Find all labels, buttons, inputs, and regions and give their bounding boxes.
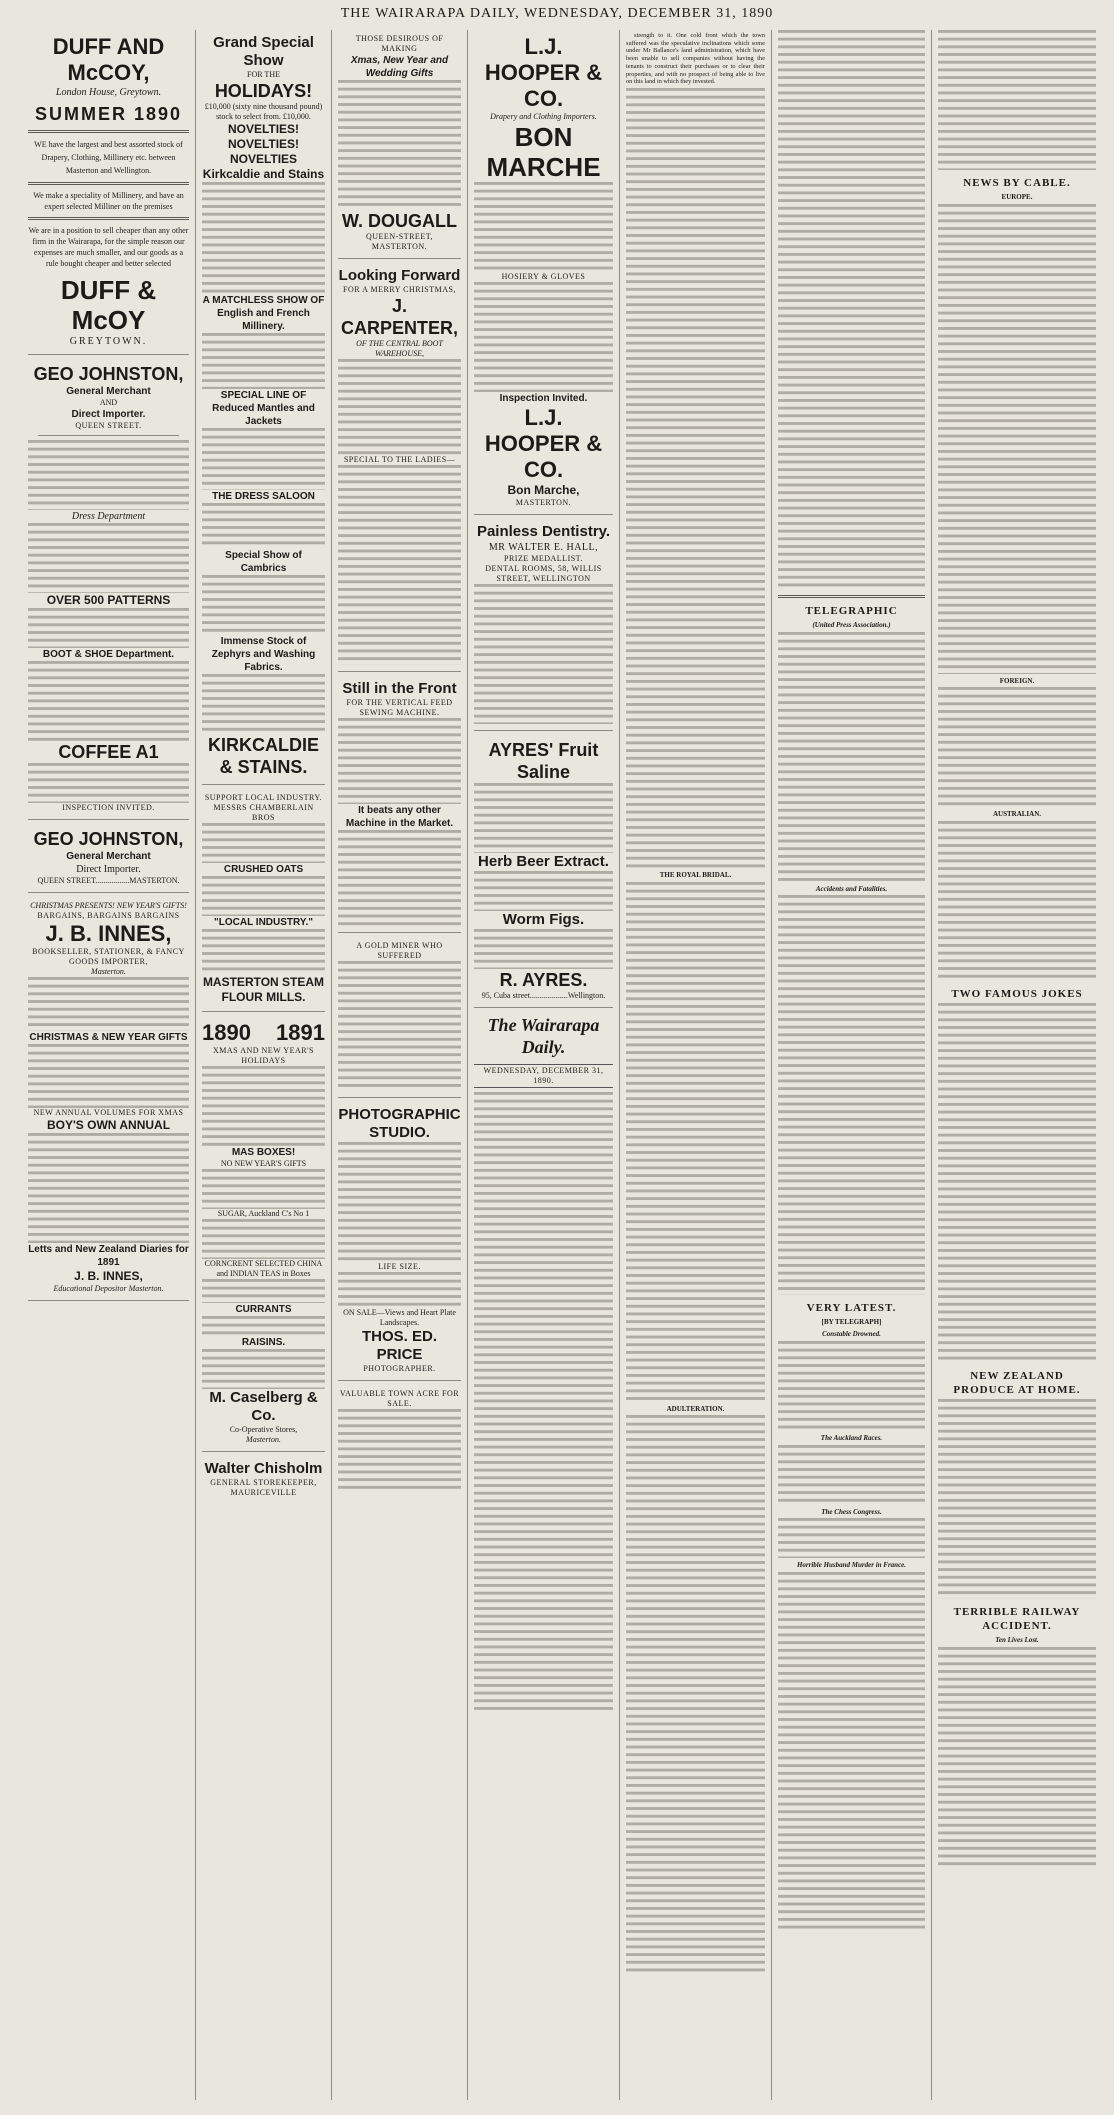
chamberlain-text-2 (202, 876, 325, 916)
kirk-text-3 (202, 428, 325, 490)
chamberlain-text-3 (202, 929, 325, 975)
geo-and: AND (99, 398, 118, 407)
geo2-street: QUEEN STREET.................MASTERTON. (37, 876, 180, 885)
col6-text-2 (778, 632, 925, 882)
ayres-text-3 (474, 929, 613, 969)
europe: EUROPE. (1001, 193, 1033, 201)
horrible: Horrible Husband Murder in France. (796, 1561, 907, 1570)
crushed-oats: CRUSHED OATS (223, 864, 304, 875)
very-latest: VERY LATEST. (806, 1302, 897, 1315)
diaries-head: Letts and New Zealand Diaries for 1891 (28, 1244, 189, 1268)
novelties-1: NOVELTIES! (227, 122, 300, 136)
worm-figs: Worm Figs. (502, 911, 585, 928)
looking-forward: Looking Forward (338, 267, 461, 284)
sewing-ad (338, 676, 461, 933)
column-1 (22, 30, 196, 2100)
auckland-races: The Auckland Races. (820, 1433, 883, 1442)
col5-head-1: THE ROYAL BRIDAL. (659, 870, 732, 879)
duff-position: We are in a position to sell cheaper than any other firm in the Wairarapa, for the simple reason our expenses are much smaller, and our goods as a rule bought cheaper and better selected (28, 226, 189, 268)
news-by-cable: NEWS BY CABLE. (963, 177, 1071, 189)
duff-signature: DUFF & McOY (60, 275, 157, 335)
col6-text-6 (778, 1518, 925, 1558)
kirk-text-2 (202, 333, 325, 389)
daily-date: WEDNESDAY, DECEMBER 31, 1890. (474, 1064, 613, 1088)
col6-text-1 (778, 30, 925, 590)
column-3 (332, 30, 468, 2100)
photo-text-2 (338, 1272, 461, 1308)
hooper-town: MASTERTON. (515, 498, 572, 507)
dental-address: DENTAL ROOMS, 58, WILLIS STREET, WELLINGTON (485, 564, 602, 583)
caselberg-ad (202, 1016, 325, 1452)
for-the: FOR THE (247, 70, 280, 79)
col7-text-5 (938, 1003, 1096, 1363)
still-front: Still in the Front (342, 680, 457, 697)
assoc: (United Press Association.) (812, 621, 891, 629)
innes-sig: J. B. INNES, (74, 1269, 143, 1283)
editorial (474, 1014, 613, 1712)
col5-head-2: ADULTERATION. (666, 1404, 725, 1413)
col7-text-4 (938, 821, 1096, 981)
for-merry: FOR A MERRY CHRISTMAS, (343, 285, 456, 294)
dress-head: Dress Department (71, 511, 146, 522)
col6-text-5 (778, 1445, 925, 1505)
duff-title: DUFF AND McCOY, (52, 34, 165, 85)
carpenter-text-2 (338, 465, 461, 665)
chess: The Chess Congress. (821, 1507, 882, 1516)
photo-text (338, 1142, 461, 1262)
acre-text (338, 1409, 461, 1489)
kirk-text-1 (202, 182, 325, 294)
prize-medallist: PRIZE MEDALLIST. (504, 554, 583, 563)
ayres-saline: AYRES' Fruit Saline (488, 740, 599, 782)
hosiery: HOSIERY & GLOVES (501, 272, 586, 281)
mas-boxes: MAS BOXES! (231, 1147, 296, 1158)
duff-body: WE have the largest and best assorted stock of Drapery, Clothing, Millinery etc. between Masterton and Wellington. (34, 140, 183, 175)
daily-title: The Wairarapa Daily. (487, 1015, 600, 1057)
foreign: FOREIGN. (999, 676, 1035, 685)
bargains: BARGAINS, BARGAINS BARGAINS (37, 911, 180, 920)
town-acre-ad (338, 1385, 461, 1495)
caselberg-text-2 (202, 1169, 325, 1209)
ayres-ad (474, 735, 613, 1008)
inspection-invited-2: Inspection Invited. (499, 393, 588, 404)
dougall-town: MASTERTON. (371, 242, 428, 251)
mauriceville: MAURICEVILLE (230, 1488, 297, 1497)
carpenter-ad (338, 263, 461, 672)
immense: Immense Stock of Zephyrs and Washing Fabrics. (211, 636, 316, 673)
those-desirous: THOSE DESIROUS OF MAKING (355, 34, 444, 53)
dentist-ad (474, 519, 613, 731)
hooper-text-1 (474, 182, 613, 272)
innes-text-block (28, 977, 189, 1031)
novelties-3: NOVELTIES (229, 152, 298, 166)
at-kirkcaldie: Kirkcaldie and Stains (202, 167, 325, 181)
xmas-presents: CHRISTMAS PRESENTS! NEW YEAR'S GIFTS! (30, 901, 187, 910)
stock-note: £10,000 (sixty nine thousand pound) stock to select from. £10,000. (204, 102, 323, 121)
painless: Painless Dentistry. (476, 523, 611, 540)
columns (22, 30, 1102, 2100)
accidents: Accidents and Fatalities. (815, 884, 888, 893)
herb-beer: Herb Beer Extract. (478, 853, 609, 870)
ayres-text-2 (474, 871, 613, 911)
geo-johnston-ad (28, 359, 189, 820)
nz-produce: NEW ZEALAND PRODUCE AT HOME. (953, 1370, 1081, 1397)
currants: CURRANTS (235, 1304, 292, 1315)
col6-text-7 (778, 1572, 925, 1932)
duff-speciality: We make a speciality of Millinery, and have an expert selected Milliner on the premises (33, 191, 184, 211)
bon-marche: BON MARCHE (486, 122, 601, 182)
cards-head: CHRISTMAS & NEW YEAR GIFTS (29, 1032, 188, 1043)
innes-name: J. B. INNES, (45, 921, 172, 946)
vertical-feed: FOR THE VERTICAL FEED SEWING MACHINE. (346, 698, 453, 717)
cards-text-block (28, 1044, 189, 1108)
geo-role: General Merchant (66, 386, 151, 397)
holidays: HOLIDAYS! (214, 81, 313, 101)
beats-any: It beats any other Machine in the Market. (345, 805, 454, 829)
column-2 (196, 30, 332, 2100)
dougall-ad (338, 30, 461, 259)
col6-text-4 (778, 1341, 925, 1431)
ladies: SPECIAL TO THE LADIES— (343, 455, 456, 464)
column-7 (932, 30, 1102, 2100)
local-industry: "LOCAL INDUSTRY." (214, 917, 313, 928)
geo-text-block (28, 440, 189, 510)
price-name: THOS. ED. PRICE (361, 1328, 437, 1363)
annual-text-block (28, 1133, 189, 1243)
col5-text-1 (626, 88, 765, 868)
xmas-gifts: Xmas, New Year and Wedding Gifts (350, 55, 449, 79)
special-show-2: Special Show of Cambrics (225, 550, 302, 574)
telegraphic: TELEGRAPHIC (805, 605, 898, 617)
coop-town: Masterton. (246, 1435, 281, 1444)
col6-text-3 (778, 895, 925, 1295)
constable: Constable Drowned. (822, 1330, 881, 1339)
col7-text-7 (938, 1647, 1096, 1867)
geo2-importer: Direct Importer. (76, 864, 141, 875)
year-1891: 1891 (276, 1020, 325, 1045)
boot-text-block (28, 661, 189, 741)
hooper-name-2: L.J. HOOPER & CO. (484, 405, 603, 482)
gold-miner: A GOLD MINER WHO SUFFERED (356, 941, 443, 960)
col5-intro: strength to it. One cold front which the town suffered was the speculative inclinations which some under Mr Ballance's land administration, which have been unable to sell companies without having the tenants to construct their purchases or to clear their properties, and with no prospect of being able to live on this land in which they invested. (626, 32, 765, 86)
gold-miner-ad (338, 937, 461, 1098)
hooper-name: L.J. HOOPER & CO. (484, 34, 603, 111)
year-1890: 1890 (202, 1020, 251, 1045)
central-boot: OF THE CENTRAL BOOT WAREHOUSE, (356, 339, 443, 358)
chisholm-ad (202, 1456, 325, 1504)
corn-teas: CORNCRENT SELECTED CHINA and INDIAN TEAS in Boxes (204, 1259, 323, 1278)
special-line: SPECIAL LINE OF Reduced Mantles and Jackets (212, 390, 315, 427)
drapery-importers: Drapery and Clothing Importers. (490, 112, 597, 121)
sewing-text (338, 718, 461, 804)
col5-text-3 (626, 1415, 765, 1975)
matchless: A MATCHLESS SHOW OF English and French Millinery. (202, 295, 325, 332)
col7-text-1 (938, 30, 1096, 170)
geo-name: GEO JOHNSTON, (33, 364, 184, 384)
innes-town: Masterton. (91, 967, 126, 976)
ayres-text-1 (474, 783, 613, 853)
kirk-big: KIRKCALDIE & STAINS. (208, 735, 319, 777)
bon-marche-2: Bon Marche, (507, 483, 580, 497)
new-years-gifts: NO NEW YEAR'S GIFTS (220, 1159, 307, 1168)
five-hundred: OVER 500 PATTERNS (46, 593, 171, 607)
hall-name: MR WALTER E. HALL, (488, 542, 599, 553)
caselberg-text-4 (202, 1279, 325, 1303)
photo-head: PHOTOGRAPHIC STUDIO. (338, 1106, 461, 1141)
col5-text-2 (626, 882, 765, 1402)
caselberg-name: M. Caselberg & Co. (209, 1389, 318, 1424)
r-ayres: R. AYRES. (499, 970, 588, 990)
column-5 (620, 30, 772, 2100)
hooper-ad (474, 30, 613, 515)
innes-ad (28, 897, 189, 1301)
geo2-name: GEO JOHNSTON, (33, 829, 184, 849)
by-telegraph: [BY TELEGRAPH] (821, 1318, 882, 1327)
carpenter-name: J. CARPENTER, (340, 296, 458, 338)
dress-saloon: THE DRESS SALOON (212, 491, 315, 502)
caselberg-text-1 (202, 1066, 325, 1146)
masterton-steam: MASTERTON STEAM FLOUR MILLS. (202, 975, 325, 1004)
life-size: LIFE SIZE. (378, 1262, 421, 1271)
editorial-text (474, 1092, 613, 1712)
duff-summer: SUMMER 1890 (34, 104, 183, 124)
masthead (0, 6, 1114, 28)
year-row (202, 1020, 325, 1046)
photographer: PHOTOGRAPHER. (363, 1364, 436, 1373)
inspection-invited: INSPECTION INVITED. (62, 803, 155, 812)
show-head: Grand Special Show (213, 34, 314, 69)
on-sale: ON SALE—Views and Heart Plate Landscapes. (343, 1308, 456, 1327)
innes-role: BOOKSELLER, STATIONER, & FANCY GOODS IMPORTER, (32, 947, 185, 966)
annual-head: NEW ANNUAL VOLUMES FOR XMAS (33, 1108, 184, 1117)
dougall-street: QUEEN-STREET, (365, 232, 433, 241)
raisins: RAISINS. (241, 1337, 286, 1348)
geo2-role: General Merchant (66, 851, 151, 862)
kirkcaldie-ad (202, 30, 325, 785)
chisholm: Walter Chisholm (204, 1460, 323, 1477)
chamberlain-text-1 (202, 823, 325, 863)
sewing-text-2 (338, 830, 461, 926)
valuable-acre: VALUABLE TOWN ACRE FOR SALE. (339, 1389, 460, 1408)
caselberg-text-5 (202, 1316, 325, 1336)
messrs: MESSRS CHAMBERLAIN BROS (213, 803, 314, 822)
chamberlain-ad (202, 789, 325, 1012)
hooper-text-2 (474, 282, 613, 392)
col7-text-3 (938, 687, 1096, 807)
duff-town: GREYTOWN. (69, 336, 148, 347)
dougall-name: W. DOUGALL (342, 211, 457, 231)
carpenter-text-1 (338, 359, 461, 455)
geo-importer: Direct Importer. (71, 409, 146, 420)
caselberg-text-3 (202, 1219, 325, 1259)
storekeeper: GENERAL STOREKEEPER, (210, 1478, 317, 1487)
boot-head: BOOT & SHOE Department. (42, 649, 175, 660)
dougall-text (338, 80, 461, 210)
masthead-title: THE WAIRARAPA DAILY, WEDNESDAY, DECEMBER 31, 1890 (340, 6, 774, 21)
innes-sig-role: Educational Depositor Masterton. (53, 1284, 164, 1293)
coop: Co-Operative Stores, (229, 1425, 298, 1434)
duff-location: London House, Greytown. (55, 87, 162, 98)
dentist-text (474, 584, 613, 724)
geo-street: QUEEN STREET. (75, 421, 142, 430)
caselberg-text-6 (202, 1349, 325, 1389)
ayres-address: 95, Cuba street...................Wellington. (481, 991, 606, 1000)
terrible-accident: TERRIBLE RAILWAY ACCIDENT. (953, 1606, 1081, 1633)
photo-ad (338, 1102, 461, 1381)
kirk-text-4 (202, 503, 325, 549)
column-4 (468, 30, 620, 2100)
kirk-text-5 (202, 575, 325, 635)
two-famous-jokes: TWO FAMOUS JOKES (951, 988, 1083, 1001)
kirk-text-6 (202, 674, 325, 734)
col7-text-6 (938, 1399, 1096, 1599)
australian: AUSTRALIAN. (992, 810, 1042, 819)
coffee-head: COFFEE A1 (58, 742, 159, 762)
ten-lives: Ten Lives Lost. (995, 1636, 1039, 1645)
duff-mccoy-ad (28, 30, 189, 355)
col7-text-2 (938, 204, 1096, 674)
coffee-text-block (28, 763, 189, 803)
column-6 (772, 30, 932, 2100)
support: SUPPORT LOCAL INDUSTRY. (204, 793, 323, 802)
gold-miner-text (338, 961, 461, 1091)
dress-text-block (28, 523, 189, 593)
bow-head: BOY'S OWN ANNUAL (46, 1118, 171, 1132)
geo-johnston-ad-2 (28, 824, 189, 893)
sugar: SUGAR, Auckland C's No 1 (217, 1209, 310, 1218)
pattern-text-block (28, 608, 189, 648)
novelties-2: NOVELTIES! (227, 137, 300, 151)
xmas-new-year: XMAS AND NEW YEAR'S HOLIDAYS (213, 1046, 314, 1065)
